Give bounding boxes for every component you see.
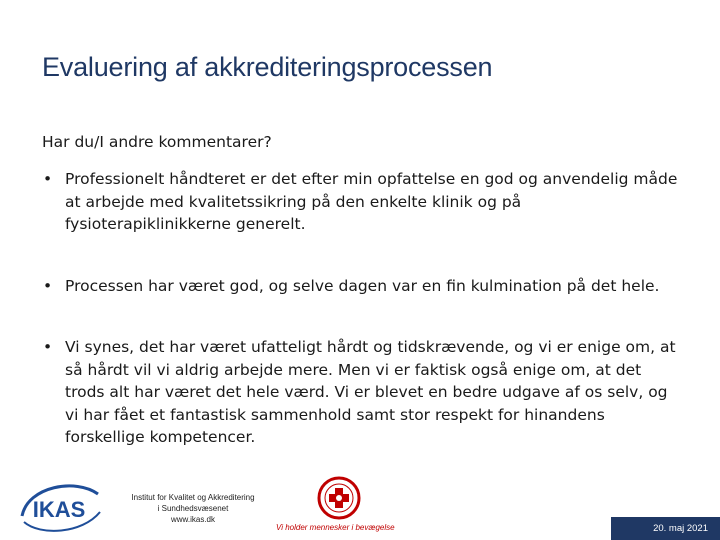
bullet-icon: •	[43, 338, 53, 356]
ikas-logo-text: IKAS	[32, 497, 86, 522]
slide-date: 20. maj 2021	[653, 523, 708, 534]
institute-info	[108, 492, 278, 525]
bullet-icon: •	[43, 170, 53, 188]
institute-sector: i Sundhedsvæsenet	[157, 504, 229, 513]
comment-text: Vi synes, det har været ufatteligt hårdt og tidskrævende, og vi er enige om, at så hårdt vil vi aldrig arbejde mere. Men vi er faktisk også enige om, at det trods alt har været det hele værd. Vi er blevet en bedre udgave af os selv, og vi har fået et fantastisk sammenhold samt stor respekt for hinandens forskellige kompetencer.	[65, 338, 676, 446]
question-heading: Har du/I andre kommentarer?	[42, 133, 272, 151]
institute-website[interactable]: www.ikas.dk	[170, 515, 215, 524]
bullet-icon: •	[43, 276, 53, 295]
tagline: Vi holder mennesker i bevægelse	[276, 523, 395, 532]
comment-text: Professionelt håndteret er det efter min opfattelse en god og anvendelig måde at arbejde med kvalitetssikring på den enkelte klinik og på fysioterapiklinikkerne generelt.	[65, 170, 678, 233]
list-item	[42, 336, 682, 449]
date-bar	[611, 517, 720, 540]
slide-footer	[0, 470, 720, 540]
institute-name: Institut for Kvalitet og Akkreditering	[131, 493, 255, 502]
comment-list	[42, 168, 682, 449]
list-item	[42, 275, 682, 298]
red-cross-emblem-icon	[314, 475, 364, 521]
page-title: Evaluering af akkrediteringsprocessen	[42, 52, 493, 82]
list-item	[42, 168, 682, 236]
ikas-logo-icon	[14, 478, 104, 534]
comment-text: Processen har været god, og selve dagen var en fin kulmination på det hele.	[65, 276, 660, 295]
